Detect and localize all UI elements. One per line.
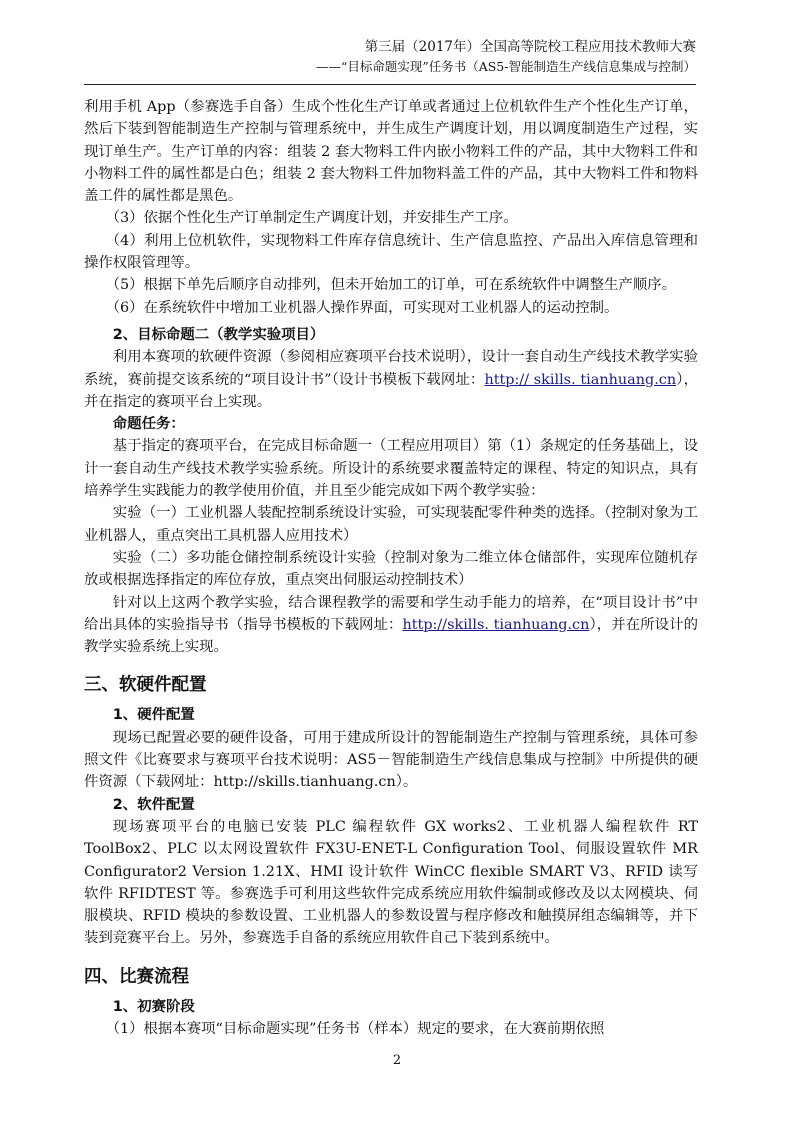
paragraph-preliminary: （1）根据本赛项“目标命题实现”任务书（样本）规定的要求，在大赛前期依照 [105,1020,605,1037]
document-body [84,96,698,1040]
list-item-3: （3）依据个性化生产订单制定生产调度计划，并安排生产工序。 [105,210,518,227]
paragraph-order-generation: 利用手机 App（参赛选手自备）生成个性化生产订单或者通过上位机软件生产个性化生产订单，然后下装到智能制造生产控制与管理系统中，并生成生产调度计划，用以调度制造生产过程，实现订单生产。生产订单的内容：组装 2 套大物料工件内嵌小物料工件的产品，其中大物料工件和小物料工件的属性都是白色；组装 2 套大物料工件加物料盖工件的产品，其中大物料工件和物料盖工件的属性都是黑色。 [84,99,698,205]
section-heading-process: 四、比赛流程 [84,966,189,987]
heading-hardware: 1、硬件配置 [112,707,195,724]
header-title: 第三届（2017年）全国高等院校工程应用技术教师大赛 [364,39,696,55]
section-heading-hardware-software: 三、软硬件配置 [84,675,207,696]
guide-text-b: ），并在所设计的教学实验系统上实现。 [84,616,698,656]
header-divider [84,84,696,85]
list-item-5: （5）根据下单先后顺序自动排列，但未开始加工的订单，可在系统软件中调整生产顺序。 [105,277,676,294]
header-subtitle: ——“目标命题实现”任务书（AS5-智能制造生产线信息集成与控制） [315,59,696,74]
heading-task: 命题任务： [112,416,185,433]
heading-preliminary: 1、初赛阶段 [112,998,195,1015]
heading-objective-2: 2、目标命题二（教学实验项目） [112,326,325,343]
page-header [84,38,696,76]
list-item-6: （6）在系统软件中增加工业机器人操作界面，可实现对工业机器人的运动控制。 [105,299,619,316]
paragraph-hardware: 现场已配置必要的硬件设备，可用于建成所设计的智能制造生产控制与管理系统，具体可参照文件《比赛要求与赛项平台技术说明：AS5－智能制造生产线信息集成与控制》中所提供的硬件资源（下载网址：http://skills.tianhuang.cn）。 [84,729,698,791]
heading-software: 2、软件配置 [112,796,195,813]
paragraph-task: 基于指定的赛项平台，在完成目标命题一（工程应用项目）第（1）条规定的任务基础上，设计一套自动生产线技术教学实验系统。所设计的系统要求覆盖特定的课程、特定的知识点，具有培养学生实践能力的教学使用价值，并且至少能完成如下两个教学实验： [84,438,698,500]
paragraph-experiment-2: 实验（二）多功能仓储控制系统设计实验（控制对象为二维立体仓储部件，实现库位随机存放或根据选择指定的库位存放，重点突出伺服运动控制技术） [84,549,698,589]
paragraph-software: 现场赛项平台的电脑已安装 PLC 编程软件 GX works2、工业机器人编程软件 RT ToolBox2、PLC 以太网设置软件 FX3U-ENET-L Configuration Tool、伺服设置软件 MR Configurator2 Version 1.21X、HMI 设计软件 WinCC flexible SMART V3、RFID 读写软件 RFIDTEST 等。参赛选手可利用这些软件完成系统应用软件编制或修改及以太网模块、伺服模块、RFID 模块的参数设置、工业机器人的参数设置与程序修改和触摸屏组态编辑等，并下装到竞赛平台上。另外，参赛选手自备的系统应用软件自己下装到系统中。 [84,818,698,947]
paragraph-objective-2 [84,346,698,413]
objective-2-text-a: 利用本赛项的软硬件资源（参阅相应赛项平台技术说明），设计一套自动生产线技术教学实验系统，赛前提交该系统的“项目设计书”（设计书模板下载网址： [84,349,698,388]
objective-2-text-b: ），并在指定的赛项平台上实现。 [84,371,698,410]
guide-download-link[interactable]: http://skills. tianhuang.cn [402,616,590,633]
guide-text-a: 针对以上这两个教学实验，结合课程教学的需要和学生动手能力的培养，在“项目设计书”中给出具体的实验指导书（指导书模板的下载网址： [84,594,698,633]
page-number: 2 [392,1053,402,1068]
paragraph-experiment-1: 实验（一）工业机器人装配控制系统设计实验，可实现装配零件种类的选择。（控制对象为工业机器人，重点突出工具机器人应用技术） [84,505,698,544]
paragraph-guide [84,592,698,659]
list-item-4: （4）利用上位机软件，实现物料工件库存信息统计、生产信息监控、产品出入库信息管理和操作权限管理等。 [84,232,698,272]
template-download-link[interactable]: http:// skills. tianhuang.cn [484,371,677,388]
